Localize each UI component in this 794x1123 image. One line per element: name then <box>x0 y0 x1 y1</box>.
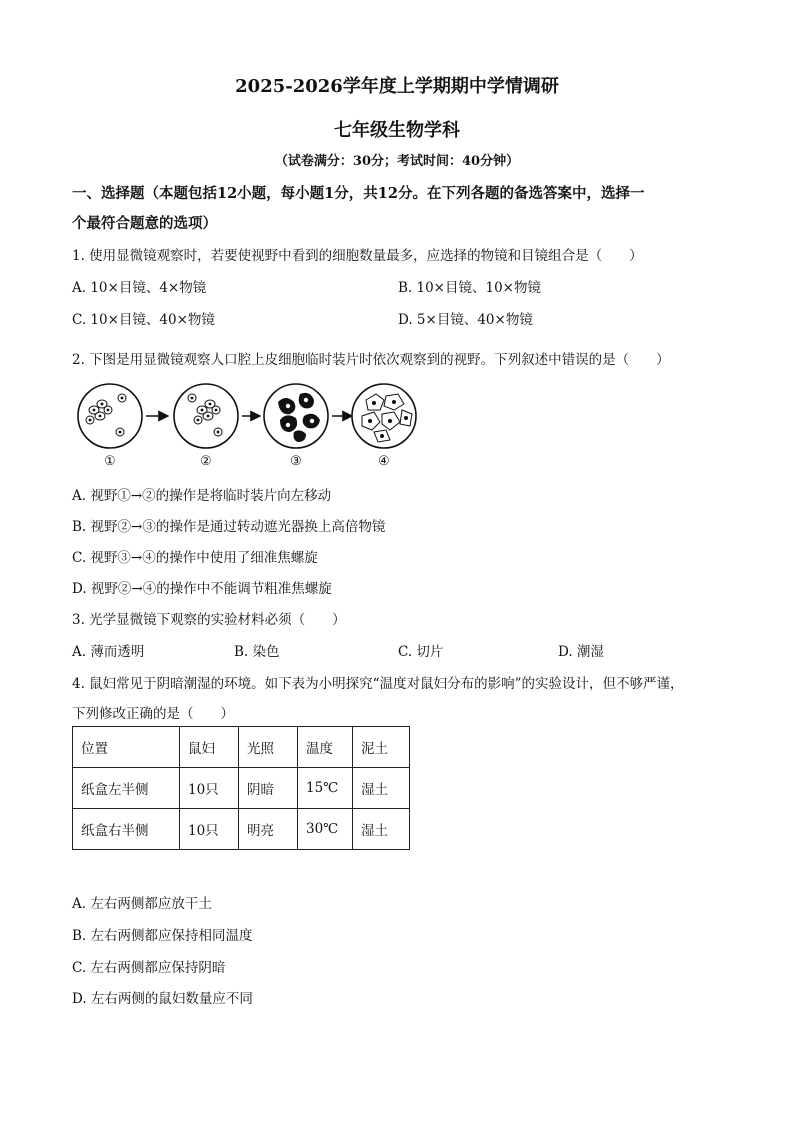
fig-label-2: ② <box>200 454 212 469</box>
field-1-view <box>78 384 142 448</box>
q4-option-c: C. 左右两侧都应保持阴暗 <box>72 960 226 976</box>
q2-option-a: A. 视野①→②的操作是将临时装片向左移动 <box>72 488 332 504</box>
field-2-view <box>174 384 238 448</box>
q3-option-c: C. 切片 <box>398 644 444 660</box>
experiment-table <box>72 726 410 850</box>
question-4-stem-line2: 下列修改正确的是（ ） <box>72 706 234 722</box>
fig-label-3: ③ <box>290 454 302 469</box>
question-3-stem: 3. 光学显微镜下观察的实验材料必须（ ） <box>72 612 346 628</box>
table-header-cell: 温度 <box>298 727 353 768</box>
subject-title: 七年级生物学科 <box>334 120 460 141</box>
table-cell: 湿土 <box>353 809 410 850</box>
table-header-row <box>73 727 410 768</box>
table-cell: 15℃ <box>298 768 353 809</box>
exam-info: （试卷满分：30分；考试时间：40分钟） <box>274 154 520 169</box>
q2-option-d: D. 视野②→④的操作中不能调节粗准焦螺旋 <box>72 581 332 597</box>
field-3-view <box>264 384 328 448</box>
page-title: 2025-2026学年度上学期期中学情调研 <box>235 76 559 97</box>
q1-option-c: C. 10×目镜、40×物镜 <box>72 312 215 328</box>
q4-option-a: A. 左右两侧都应放干土 <box>72 896 212 912</box>
q4-option-b: B. 左右两侧都应保持相同温度 <box>72 928 253 944</box>
table-cell: 湿土 <box>353 768 410 809</box>
q1-option-d: D. 5×目镜、40×物镜 <box>398 312 533 328</box>
question-4-stem-line1: 4. 鼠妇常见于阴暗潮湿的环境。如下表为小明探究“温度对鼠妇分布的影响”的实验设计，但不够严谨， <box>72 676 684 692</box>
table-cell: 纸盒右半侧 <box>73 809 180 850</box>
question-2-stem: 2. 下图是用显微镜观察人口腔上皮细胞临时装片时依次观察到的视野。下列叙述中错误的是（ ） <box>72 352 670 368</box>
microscope-fields-figure <box>72 380 422 452</box>
q2-option-c: C. 视野③→④的操作中使用了细准焦螺旋 <box>72 550 318 566</box>
q3-option-a: A. 薄而透明 <box>72 644 145 660</box>
table-cell: 30℃ <box>298 809 353 850</box>
table-cell: 10只 <box>180 809 239 850</box>
table-header-cell: 泥土 <box>353 727 410 768</box>
table-cell: 纸盒左半侧 <box>73 768 180 809</box>
q2-option-b: B. 视野②→③的操作是通过转动遮光器换上高倍物镜 <box>72 519 386 535</box>
q4-option-d: D. 左右两侧的鼠妇数量应不同 <box>72 991 253 1007</box>
q3-option-b: B. 染色 <box>234 644 280 660</box>
table-header-cell: 鼠妇 <box>180 727 239 768</box>
q3-option-d: D. 潮湿 <box>558 644 604 660</box>
table-row <box>73 768 410 809</box>
q1-option-a: A. 10×目镜、4×物镜 <box>72 280 207 296</box>
fig-label-4: ④ <box>378 454 390 469</box>
table-header-cell: 位置 <box>73 727 180 768</box>
fig-label-1: ① <box>104 454 116 469</box>
table-cell: 阴暗 <box>239 768 298 809</box>
table-row <box>73 809 410 850</box>
question-1-stem: 1. 使用显微镜观察时，若要使视野中看到的细胞数量最多，应选择的物镜和目镜组合是（ ） <box>72 248 643 264</box>
table-header-cell: 光照 <box>239 727 298 768</box>
table-cell: 10只 <box>180 768 239 809</box>
q1-option-b: B. 10×目镜、10×物镜 <box>398 280 541 296</box>
field-4-view <box>352 384 416 448</box>
table-cell: 明亮 <box>239 809 298 850</box>
section-heading-line1: 一、选择题（本题包括12小题，每小题1分，共12分。在下列各题的备选答案中，选择一 <box>72 185 645 202</box>
section-heading-line2: 个最符合题意的选项） <box>72 215 217 232</box>
